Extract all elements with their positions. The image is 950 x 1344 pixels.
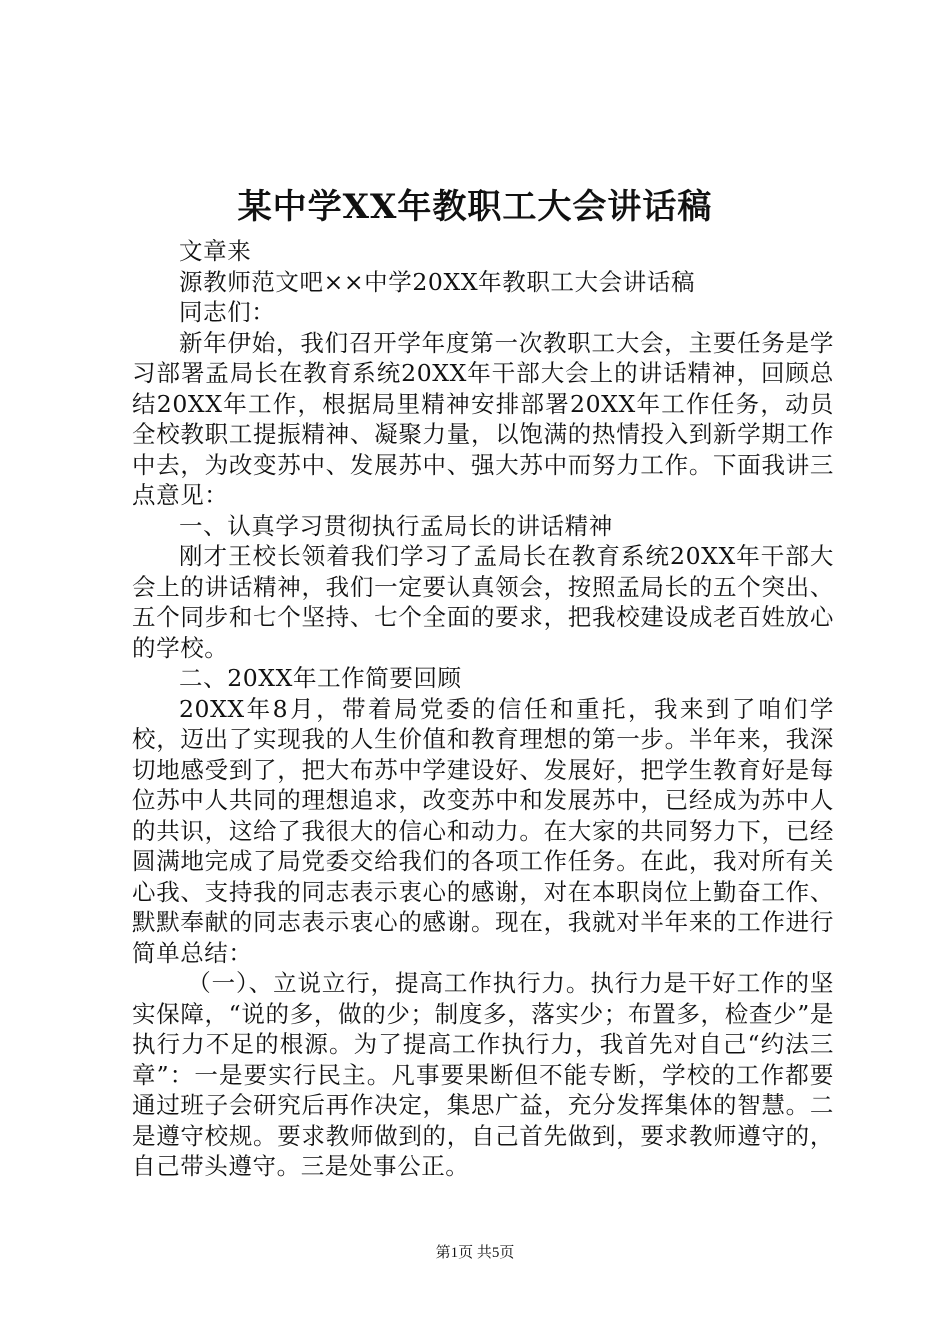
paragraph: 20XX年8月，带着局党委的信任和重托，我来到了咱们学校，迈出了实现我的人生价值和教育理想的第一步。半年来，我深切地感受到了，把大布苏中学建设好、发展好，把学生教育好是每位苏中人共同的理想追求，改变苏中和发展苏中，已经成为苏中人的共识，这给了我很大的信心和动力。在大家的共同努力下，已经圆满地完成了局党委交给我们的各项工作任务。在此，我对所有关心我、支持我的同志表示衷心的感谢，对在本职岗位上勤奋工作、默默奉献的同志表示衷心的感谢。现在，我就对半年来的工作进行简单总结：	[132, 694, 834, 967]
paragraph: （一）、立说立行，提高工作执行力。执行力是干好工作的坚实保障，“说的多，做的少；制度多，落实少；布置多，检查少”是执行力不足的根源。为了提高工作执行力，我首先对自己“约法三章”：一是要实行民主。凡事要果断但不能专断，学校的工作都要通过班子会研究后再作决定，集思广益，充分发挥集体的智慧。二是遵守校规。要求教师做到的，自己首先做到，要求教师遵守的，自己带头遵守。三是处事公正。	[132, 969, 834, 1180]
paragraph: 文章来	[179, 237, 252, 265]
document-body	[132, 236, 834, 1182]
section-heading: 二、20XX年工作简要回顾	[179, 664, 462, 692]
paragraph: 刚才王校长领着我们学习了孟局长在教育系统20XX年干部大会上的讲话精神，我们一定要认真领会，按照孟局长的五个突出、五个同步和七个坚持、七个全面的要求，把我校建设成老百姓放心的学校。	[132, 542, 834, 662]
page-footer: 第1页 共5页	[435, 1245, 515, 1261]
paragraph: 新年伊始，我们召开学年度第一次教职工大会，主要任务是学习部署孟局长在教育系统20XX年干部大会上的讲话精神，回顾总结20XX年工作，根据局里精神安排部署20XX年工作任务，动员全校教职工提振精神、凝聚力量，以饱满的热情投入到新学期工作中去，为改变苏中、发展苏中、强大苏中而努力工作。下面我讲三点意见：	[132, 328, 834, 509]
paragraph: 源教师范文吧××中学20XX年教职工大会讲话稿	[179, 267, 696, 296]
document-title: 某中学XX年教职工大会讲话稿	[237, 187, 713, 227]
section-heading: 一、认真学习贯彻执行孟局长的讲话精神	[179, 511, 613, 540]
paragraph: 同志们：	[179, 298, 276, 326]
